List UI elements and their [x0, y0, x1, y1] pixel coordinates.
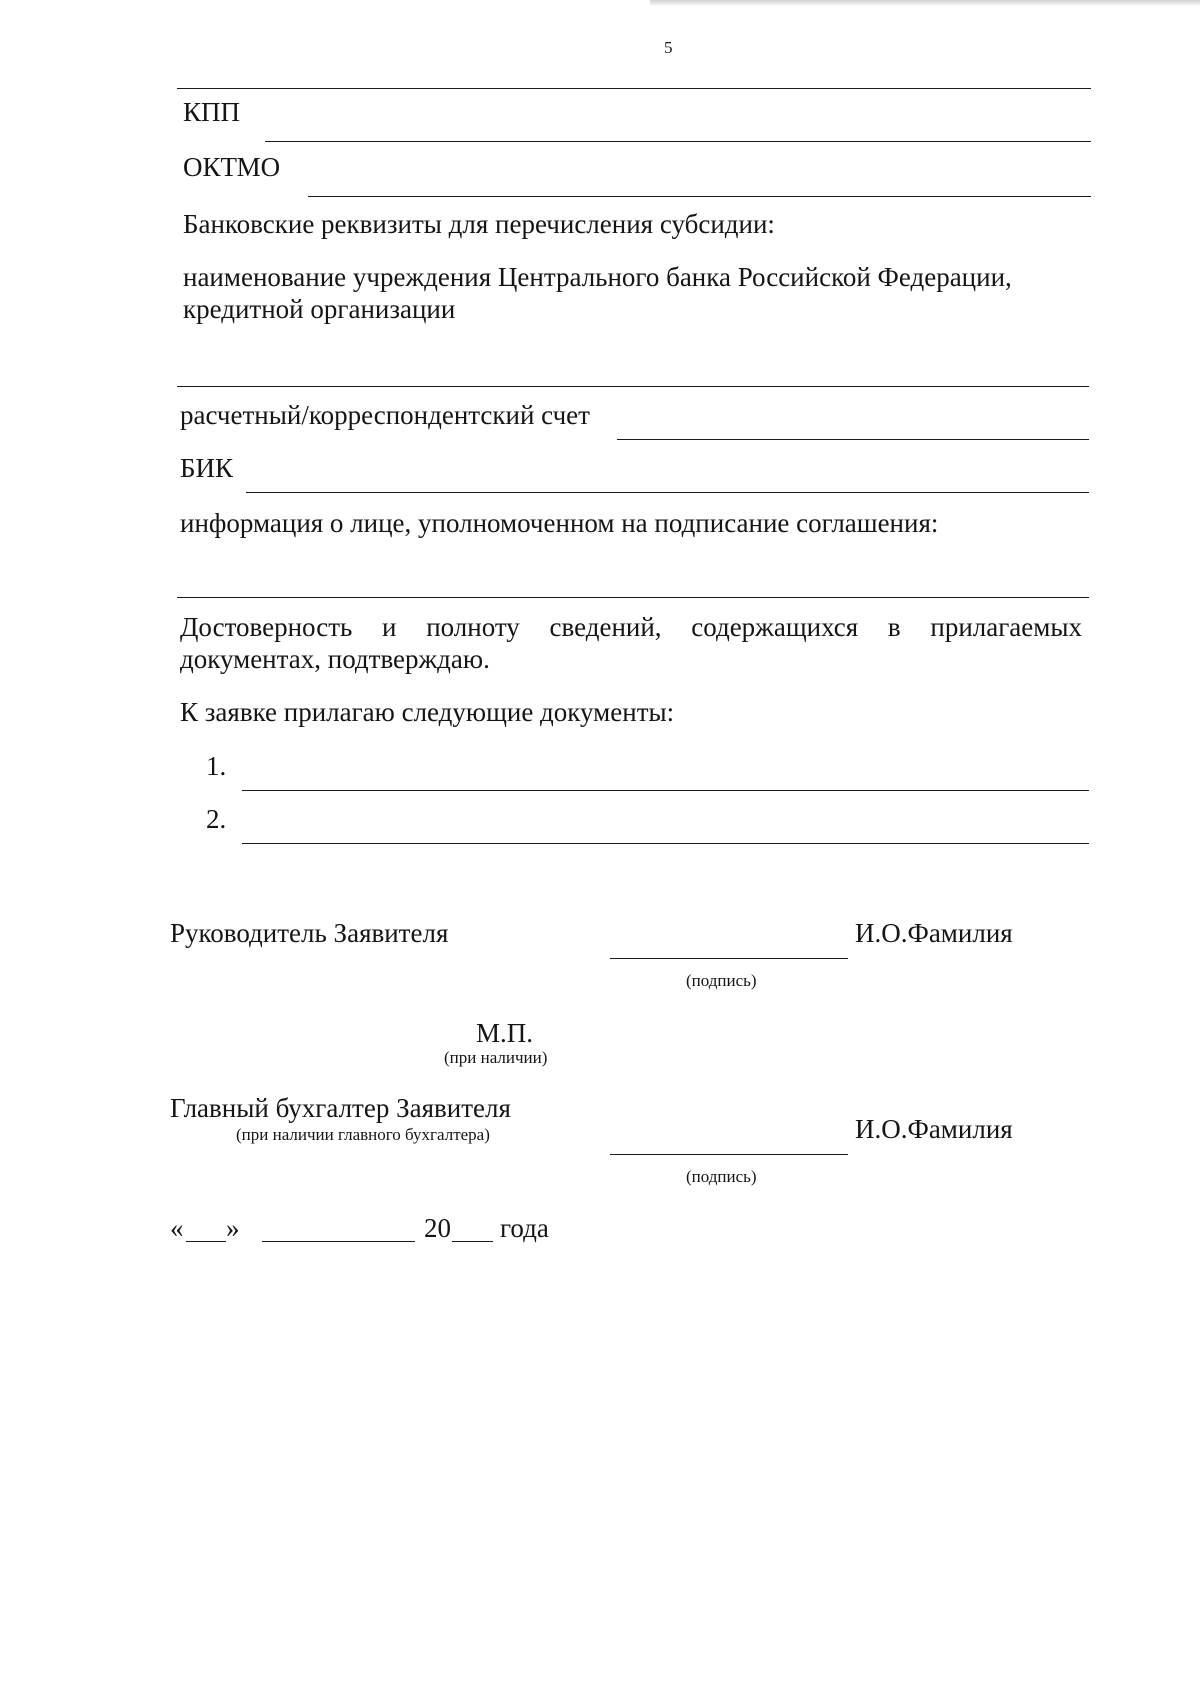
oktmo-field-line[interactable]: [308, 196, 1091, 197]
bank-name-label-line1: наименование учреждения Центрального банка Российской Федерации,: [183, 262, 1012, 292]
oktmo-label: ОКТМО: [183, 152, 281, 182]
bank-name-label-line2: кредитной организации: [183, 294, 456, 324]
bank-name-field-line[interactable]: [177, 386, 1089, 387]
kpp-label: КПП: [183, 97, 241, 127]
accountant-signature-caption: (подпись): [686, 1167, 757, 1186]
date-open-quote: «: [170, 1213, 184, 1243]
stamp-note: (при наличии): [444, 1048, 548, 1067]
date-month-field-line[interactable]: [262, 1241, 415, 1242]
signatory-field-line[interactable]: [177, 597, 1089, 598]
attachment-item-1-number: 1.: [206, 751, 227, 781]
kpp-field-line[interactable]: [265, 141, 1091, 142]
attachment-item-2-number: 2.: [206, 804, 227, 834]
page-number: 5: [664, 38, 673, 57]
bik-field-line[interactable]: [246, 492, 1089, 493]
date-day-field-line[interactable]: [186, 1241, 226, 1242]
continuation-line: [177, 88, 1091, 89]
head-label: Руководитель Заявителя: [170, 918, 449, 948]
account-label: расчетный/корреспондентский счет: [180, 400, 590, 430]
attachment-item-2-line[interactable]: [242, 843, 1089, 844]
attachment-item-1-line[interactable]: [242, 790, 1089, 791]
confirmation-line1: Достоверность и полноту сведений, содержащихся в прилагаемых: [180, 612, 1082, 642]
accountant-note: (при наличии главного бухгалтера): [236, 1125, 490, 1144]
head-signature-line[interactable]: [610, 958, 848, 959]
date-year-prefix: 20: [424, 1213, 451, 1243]
date-close-quote: »: [226, 1213, 240, 1243]
head-name: И.О.Фамилия: [855, 918, 1013, 948]
accountant-name: И.О.Фамилия: [855, 1114, 1013, 1144]
attachments-heading: К заявке прилагаю следующие документы:: [180, 697, 675, 727]
date-year-field-line[interactable]: [452, 1241, 493, 1242]
account-field-line[interactable]: [617, 439, 1089, 440]
accountant-signature-line[interactable]: [610, 1154, 848, 1155]
bank-details-heading: Банковские реквизиты для перечисления субсидии:: [183, 209, 775, 239]
head-signature-caption: (подпись): [686, 971, 757, 990]
stamp-label: М.П.: [476, 1018, 534, 1048]
date-year-suffix: года: [500, 1213, 549, 1243]
confirmation-line2: документах, подтверждаю.: [180, 644, 490, 674]
bik-label: БИК: [180, 453, 234, 483]
signatory-label: информация о лице, уполномоченном на подписание соглашения:: [180, 508, 939, 538]
accountant-label: Главный бухгалтер Заявителя: [170, 1093, 511, 1123]
scan-edge-shadow: [650, 0, 1200, 6]
